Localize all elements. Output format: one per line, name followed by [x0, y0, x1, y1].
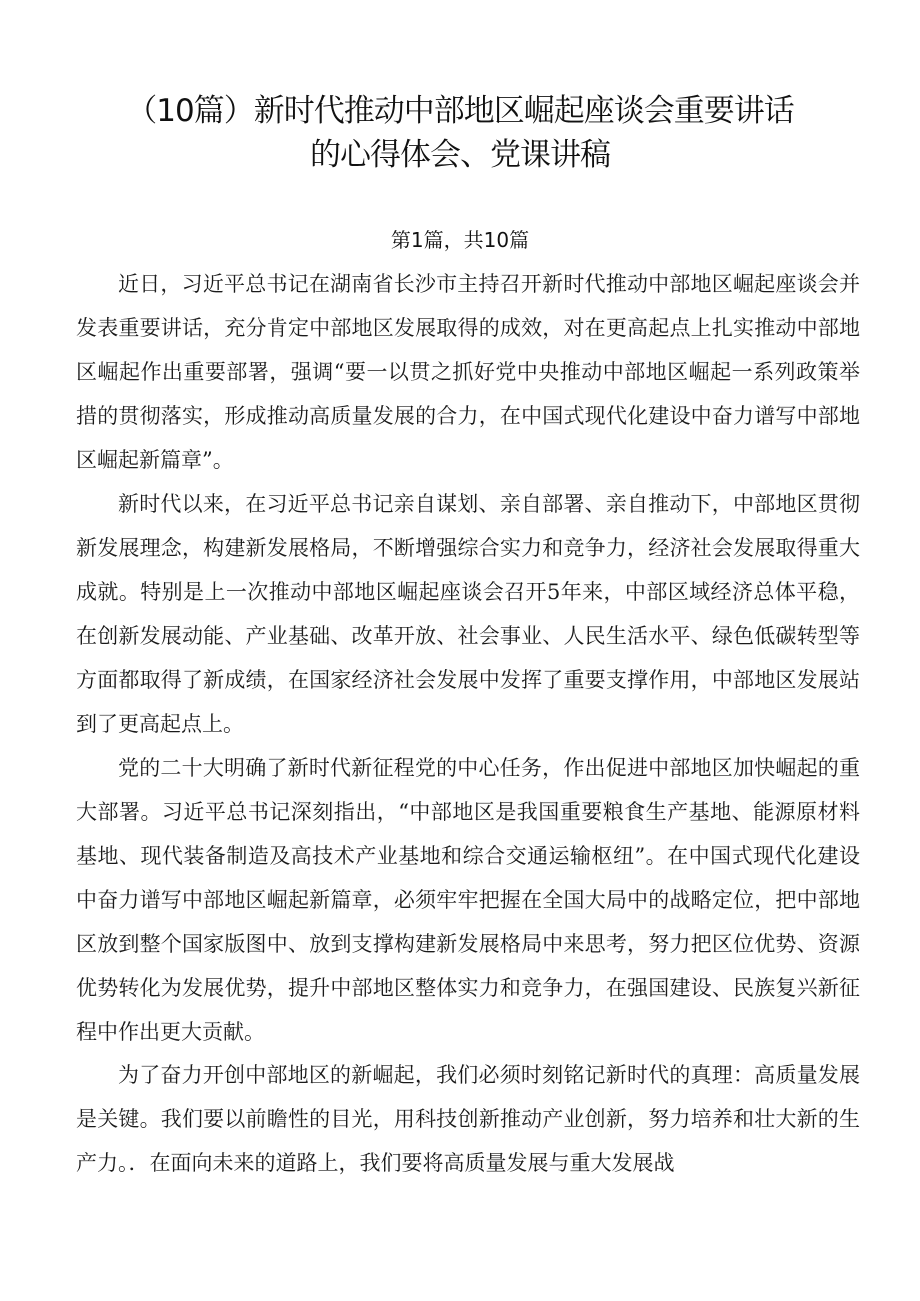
section-subtitle: 第1篇，共10篇 — [390, 228, 530, 252]
body-paragraph-4: 为了奋力开创中部地区的新崛起，我们必须时刻铭记新时代的真理：高质量发展是关键。我们要以前瞻性的目光，用科技创新推动产业创新，努力培养和壮大新的生产力。．在面向未来的道路上，我们要将高质量发展与重大发展战 — [76, 1063, 860, 1175]
document-title-line-1: （10篇）新时代推动中部地区崛起座谈会重要讲话 — [126, 93, 794, 129]
body-paragraph-1: 近日，习近平总书记在湖南省长沙市主持召开新时代推动中部地区崛起座谈会并发表重要讲话，充分肯定中部地区发展取得的成效，对在更高起点上扎实推动中部地区崛起作出重要部署，强调“要一以贯之抓好党中央推动中部地区崛起一系列政策举措的贯彻落实，形成推动高质量发展的合力，在中国式现代化建设中奋力谱写中部地区崛起新篇章”。 — [76, 272, 860, 472]
document-title-line-2: 的心得体会、党课讲稿 — [310, 137, 610, 173]
body-paragraph-2: 新时代以来，在习近平总书记亲自谋划、亲自部署、亲自推动下，中部地区贯彻新发展理念，构建新发展格局，不断增强综合实力和竞争力，经济社会发展取得重大成就。特别是上一次推动中部地区崛起座谈会召开5年来，中部区域经济总体平稳，在创新发展动能、产业基础、改革开放、社会事业、人民生活水平、绿色低碳转型等方面都取得了新成绩，在国家经济社会发展中发挥了重要支撑作用，中部地区发展站到了更高起点上。 — [76, 492, 860, 736]
body-paragraph-3: 党的二十大明确了新时代新征程党的中心任务，作出促进中部地区加快崛起的重大部署。习近平总书记深刻指出，“中部地区是我国重要粮食生产基地、能源原材料基地、现代装备制造及高技术产业基地和综合交通运输枢纽”。在中国式现代化建设中奋力谱写中部地区崛起新篇章，必须牢牢把握在全国大局中的战略定位，把中部地区放到整个国家版图中、放到支撑构建新发展格局中来思考，努力把区位优势、资源优势转化为发展优势，提升中部地区整体实力和竞争力，在强国建设、民族复兴新征程中作出更大贡献。 — [76, 756, 860, 1044]
